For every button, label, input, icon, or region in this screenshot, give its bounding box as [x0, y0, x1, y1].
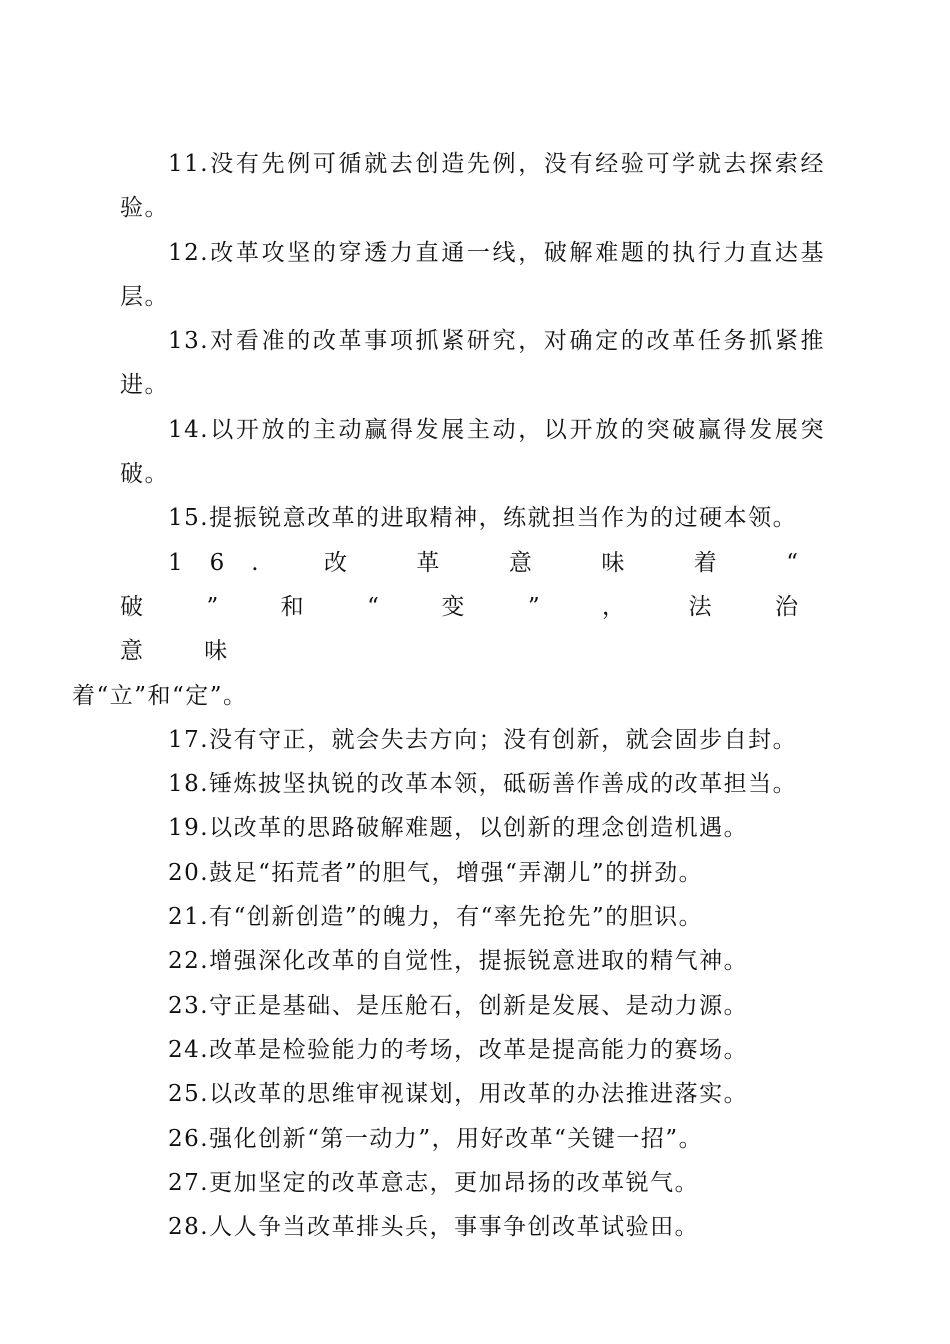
list-item: 12.改革攻坚的穿透力直通一线，破解难题的执行力直达基层。 [120, 239, 825, 310]
list-item: 17.没有守正，就会失去方向；没有创新，就会固步自封。 [168, 726, 798, 753]
list-item: 24.改革是检验能力的考场，改革是提高能力的赛场。 [168, 1036, 749, 1063]
list-item: 22.增强深化改革的自觉性，提振锐意进取的精气神。 [168, 948, 749, 975]
list-item: 11.没有先例可循就去创造先例，没有经验可学就去探索经验。 [120, 151, 825, 222]
list-item: 19.以改革的思路破解难题，以创新的理念创造机遇。 [168, 815, 749, 842]
list-item: 15.提振锐意改革的进取精神，练就担当作为的过硬本领。 [168, 505, 798, 532]
list-item-line-1: 16. 改 革 意 味 着 “ 破 ” 和 “ 变 ” ， 法 治 意 味 [120, 549, 825, 665]
document-body [72, 142, 825, 1249]
list-item: 21.有“创新创造”的魄力，有“率先抢先”的胆识。 [168, 904, 704, 931]
list-item: 14.以开放的主动赢得发展主动，以开放的突破赢得发展突破。 [120, 416, 825, 488]
list-item: 18.锤炼披坚执锐的改革本领，砥砺善作善成的改革担当。 [168, 771, 798, 798]
list-item: 27.更加坚定的改革意志，更加昂扬的改革锐气。 [168, 1169, 700, 1196]
list-item: 13.对看准的改革事项抓紧研究，对确定的改革任务抓紧推进。 [120, 328, 825, 399]
list-item: 26.强化创新“第一动力”，用好改革“关键一招”。 [168, 1125, 704, 1152]
list-item: 25.以改革的思维审视谋划，用改革的办法推进落实。 [168, 1081, 749, 1108]
list-item-line-2: 着“立”和“定”。 [72, 682, 248, 709]
list-item: 28.人人争当改革排头兵，事事争创改革试验田。 [168, 1214, 700, 1241]
list-item [72, 541, 825, 718]
list-item: 23.守正是基础、是压舱石，创新是发展、是动力源。 [168, 992, 749, 1019]
list-item: 20.鼓足“拓荒者”的胆气，增强“弄潮儿”的拼劲。 [168, 859, 704, 886]
